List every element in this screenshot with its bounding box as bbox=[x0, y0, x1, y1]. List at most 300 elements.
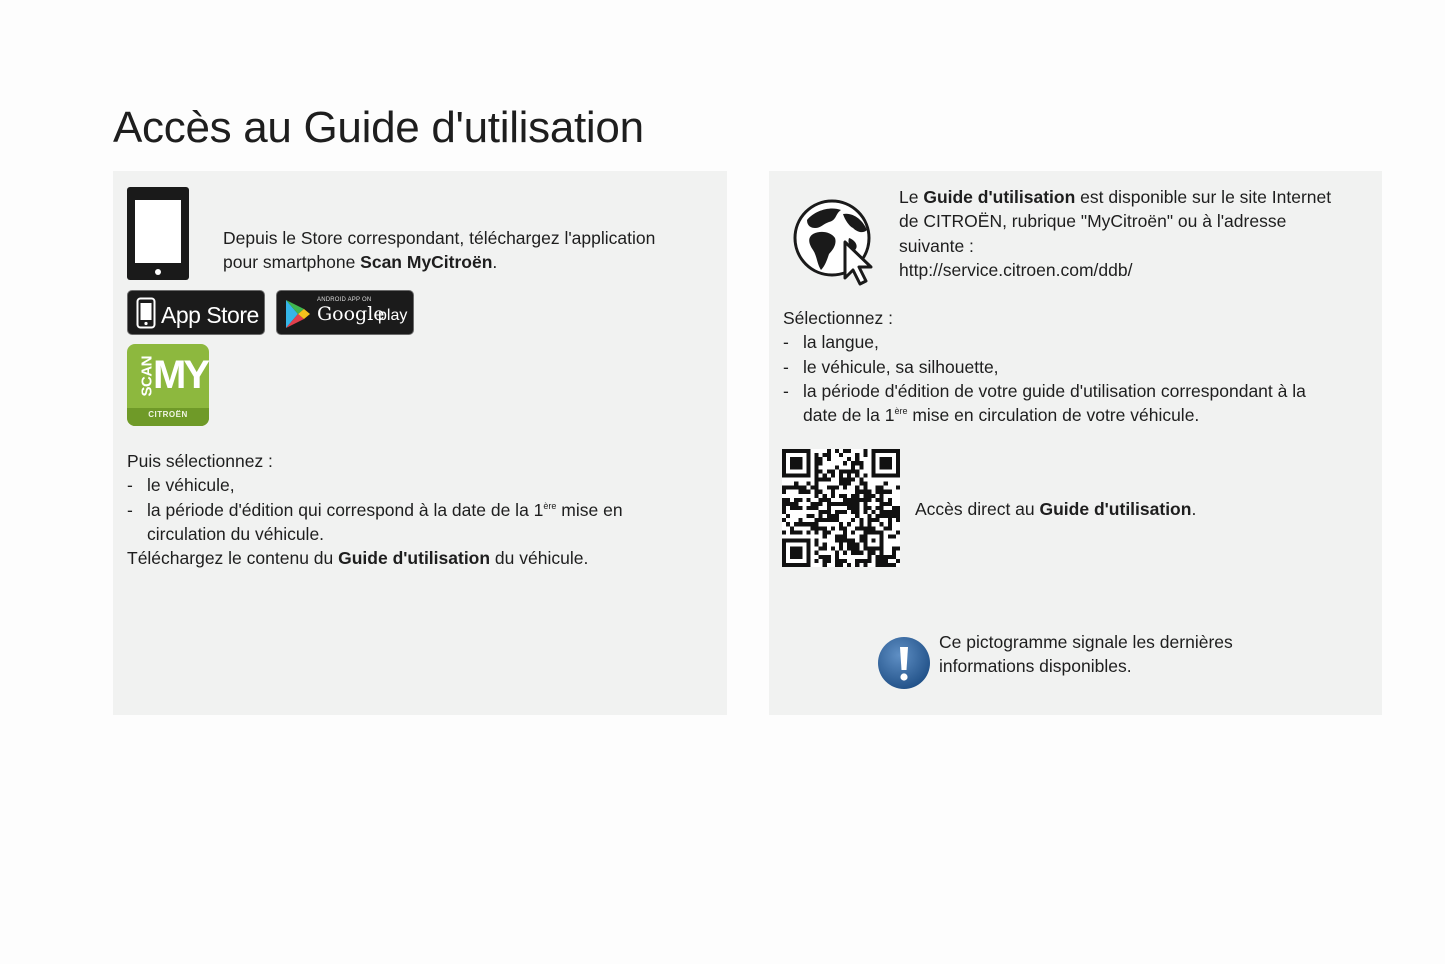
qr-module bbox=[790, 539, 794, 543]
qr-module bbox=[880, 543, 884, 547]
qr-module bbox=[827, 449, 831, 453]
qr-module bbox=[892, 449, 896, 453]
qr-module bbox=[884, 563, 888, 567]
qr-module bbox=[847, 457, 851, 461]
info-line2: informations disponibles. bbox=[939, 656, 1132, 677]
qr-module bbox=[843, 551, 847, 555]
qr-module bbox=[798, 490, 802, 494]
qr-module bbox=[819, 490, 823, 494]
globe-cursor-icon bbox=[793, 198, 885, 290]
qr-module bbox=[798, 461, 802, 465]
qr-module bbox=[880, 457, 884, 461]
website-line3: suivante : bbox=[899, 235, 974, 256]
qr-module bbox=[794, 502, 798, 506]
qr-module bbox=[892, 510, 896, 514]
qr-module bbox=[790, 457, 794, 461]
qr-module bbox=[888, 522, 892, 526]
qr-module bbox=[859, 518, 863, 522]
download-instruction bbox=[127, 546, 717, 570]
qr-module bbox=[876, 449, 880, 453]
qr-module bbox=[876, 498, 880, 502]
qr-module bbox=[827, 457, 831, 461]
qr-module bbox=[863, 473, 867, 477]
qr-module bbox=[798, 539, 802, 543]
qr-module bbox=[880, 551, 884, 555]
qr-module bbox=[880, 555, 884, 559]
qr-module bbox=[806, 482, 810, 486]
qr-module bbox=[896, 453, 900, 457]
qr-module bbox=[888, 473, 892, 477]
qr-module bbox=[815, 477, 819, 481]
qr-module bbox=[880, 486, 884, 490]
qr-caption-bold: Guide d'utilisation bbox=[1039, 499, 1192, 519]
qr-module bbox=[835, 514, 839, 518]
qr-module bbox=[827, 555, 831, 559]
list-item bbox=[783, 355, 1373, 379]
google-play-small-label: ANDROID APP ON bbox=[317, 297, 372, 303]
qr-module bbox=[806, 498, 810, 502]
qr-module bbox=[880, 559, 884, 563]
qr-module bbox=[810, 502, 814, 506]
qr-module bbox=[872, 473, 876, 477]
qr-module bbox=[798, 551, 802, 555]
qr-module bbox=[782, 449, 786, 453]
qr-module bbox=[782, 465, 786, 469]
qr-module bbox=[835, 510, 839, 514]
qr-module bbox=[790, 486, 794, 490]
qr-module bbox=[815, 494, 819, 498]
website-guide-bold: Guide d'utilisation bbox=[923, 187, 1076, 207]
app-download-line1: Depuis le Store correspondant, téléchargez l'application bbox=[223, 228, 656, 248]
qr-module bbox=[888, 498, 892, 502]
right-item3-sup: ère bbox=[894, 406, 908, 417]
qr-module bbox=[855, 551, 859, 555]
qr-module bbox=[855, 494, 859, 498]
qr-module bbox=[859, 465, 863, 469]
qr-module bbox=[819, 457, 823, 461]
qr-module bbox=[806, 465, 810, 469]
qr-module bbox=[806, 506, 810, 510]
qr-module bbox=[872, 551, 876, 555]
qr-module bbox=[847, 449, 851, 453]
qr-module bbox=[839, 482, 843, 486]
qr-module bbox=[782, 506, 786, 510]
qr-module bbox=[794, 461, 798, 465]
qr-module bbox=[782, 469, 786, 473]
qr-module bbox=[884, 526, 888, 530]
qr-module bbox=[880, 465, 884, 469]
qr-module bbox=[896, 559, 900, 563]
qr-module bbox=[806, 473, 810, 477]
left-select-block bbox=[127, 449, 717, 570]
qr-module bbox=[867, 530, 871, 534]
qr-module bbox=[863, 563, 867, 567]
qr-module bbox=[884, 559, 888, 563]
qr-module bbox=[859, 522, 863, 526]
qr-module bbox=[819, 502, 823, 506]
qr-module bbox=[872, 547, 876, 551]
qr-module bbox=[888, 461, 892, 465]
qr-module bbox=[819, 555, 823, 559]
qr-module bbox=[896, 506, 900, 510]
qr-module bbox=[782, 555, 786, 559]
qr-module bbox=[827, 498, 831, 502]
qr-module bbox=[859, 477, 863, 481]
qr-module bbox=[855, 514, 859, 518]
qr-module bbox=[790, 547, 794, 551]
qr-module bbox=[863, 547, 867, 551]
google-play-google-label: Google bbox=[317, 303, 385, 325]
qr-module bbox=[847, 506, 851, 510]
right-select-block bbox=[783, 306, 1373, 427]
qr-module bbox=[798, 563, 802, 567]
qr-module bbox=[798, 506, 802, 510]
info-line1: Ce pictogramme signale les dernières bbox=[939, 632, 1233, 652]
qr-module bbox=[827, 559, 831, 563]
qr-module bbox=[790, 506, 794, 510]
qr-module bbox=[843, 530, 847, 534]
qr-module bbox=[782, 473, 786, 477]
qr-module bbox=[819, 514, 823, 518]
qr-module bbox=[851, 530, 855, 534]
qr-module bbox=[843, 461, 847, 465]
left-item2-suffix: mise en bbox=[556, 499, 623, 520]
qr-module bbox=[867, 506, 871, 510]
qr-module bbox=[880, 461, 884, 465]
qr-module bbox=[863, 502, 867, 506]
qr-module bbox=[855, 563, 859, 567]
qr-module bbox=[806, 543, 810, 547]
qr-module bbox=[872, 530, 876, 534]
qr-module bbox=[876, 559, 880, 563]
qr-module bbox=[884, 461, 888, 465]
download-prefix: Téléchargez le contenu du bbox=[127, 548, 339, 569]
qr-module bbox=[802, 449, 806, 453]
qr-module bbox=[876, 547, 880, 551]
qr-module bbox=[839, 522, 843, 526]
qr-module bbox=[872, 453, 876, 457]
qr-module bbox=[867, 555, 871, 559]
qr-module bbox=[843, 494, 847, 498]
qr-module bbox=[855, 547, 859, 551]
qr-module bbox=[798, 518, 802, 522]
qr-module bbox=[880, 514, 884, 518]
qr-module bbox=[827, 518, 831, 522]
qr-module bbox=[835, 539, 839, 543]
qr-module bbox=[786, 514, 790, 518]
app-download-intro bbox=[223, 226, 655, 275]
qr-module bbox=[847, 473, 851, 477]
qr-module bbox=[786, 539, 790, 543]
qr-module bbox=[806, 551, 810, 555]
app-download-line2 bbox=[223, 250, 655, 274]
qr-module bbox=[815, 461, 819, 465]
qr-module bbox=[782, 518, 786, 522]
qr-module bbox=[876, 563, 880, 567]
qr-module bbox=[851, 547, 855, 551]
qr-module bbox=[823, 555, 827, 559]
qr-module bbox=[827, 469, 831, 473]
qr-module bbox=[863, 534, 867, 538]
google-play-badge[interactable] bbox=[276, 290, 414, 335]
qr-module bbox=[872, 494, 876, 498]
smartphone-app-panel bbox=[113, 171, 727, 715]
qr-module bbox=[839, 543, 843, 547]
qr-module bbox=[884, 502, 888, 506]
qr-module bbox=[863, 526, 867, 530]
qr-module bbox=[896, 461, 900, 465]
qr-module bbox=[884, 555, 888, 559]
qr-module bbox=[782, 510, 786, 514]
qr-module bbox=[790, 465, 794, 469]
qr-module bbox=[867, 518, 871, 522]
website-panel bbox=[769, 171, 1382, 715]
qr-module bbox=[851, 498, 855, 502]
qr-module bbox=[835, 449, 839, 453]
qr-module bbox=[790, 551, 794, 555]
qr-module bbox=[867, 494, 871, 498]
qr-module bbox=[888, 563, 892, 567]
qr-module bbox=[835, 563, 839, 567]
qr-module bbox=[884, 514, 888, 518]
qr-module bbox=[815, 518, 819, 522]
qr-module bbox=[839, 526, 843, 530]
list-item bbox=[127, 473, 717, 497]
qr-caption-suffix: . bbox=[1191, 499, 1197, 519]
qr-module bbox=[839, 563, 843, 567]
app-store-badge[interactable] bbox=[127, 290, 265, 335]
qr-module bbox=[896, 530, 900, 534]
qr-module bbox=[872, 518, 876, 522]
left-select-heading: Puis sélectionnez : bbox=[127, 451, 273, 471]
qr-module bbox=[831, 514, 835, 518]
qr-module bbox=[839, 453, 843, 457]
qr-module bbox=[892, 551, 896, 555]
qr-module bbox=[859, 559, 863, 563]
qr-module bbox=[855, 486, 859, 490]
qr-module bbox=[859, 551, 863, 555]
qr-module bbox=[802, 490, 806, 494]
qr-module bbox=[798, 486, 802, 490]
qr-module bbox=[819, 469, 823, 473]
list-item bbox=[127, 498, 717, 547]
qr-module bbox=[819, 526, 823, 530]
qr-module bbox=[819, 477, 823, 481]
scan-label: SCAN bbox=[138, 355, 156, 397]
qr-module bbox=[888, 514, 892, 518]
qr-module bbox=[859, 461, 863, 465]
page-title: Accès au Guide d'utilisation bbox=[113, 103, 644, 152]
qr-module bbox=[794, 551, 798, 555]
info-exclamation-icon bbox=[877, 636, 931, 690]
qr-module bbox=[884, 482, 888, 486]
qr-module bbox=[815, 530, 819, 534]
qr-module bbox=[794, 449, 798, 453]
website-line1 bbox=[899, 185, 1369, 209]
qr-module bbox=[851, 510, 855, 514]
qr-module bbox=[867, 498, 871, 502]
qr-module bbox=[794, 522, 798, 526]
qr-module bbox=[835, 465, 839, 469]
qr-module bbox=[859, 490, 863, 494]
qr-module bbox=[827, 510, 831, 514]
qr-module bbox=[867, 522, 871, 526]
qr-module bbox=[888, 555, 892, 559]
qr-module bbox=[802, 563, 806, 567]
qr-module bbox=[831, 473, 835, 477]
qr-module bbox=[888, 449, 892, 453]
smartphone-icon bbox=[126, 186, 190, 281]
qr-module bbox=[839, 469, 843, 473]
qr-module bbox=[859, 539, 863, 543]
qr-module bbox=[835, 551, 839, 555]
qr-module bbox=[847, 563, 851, 567]
qr-module bbox=[823, 477, 827, 481]
qr-module bbox=[806, 563, 810, 567]
qr-module bbox=[794, 498, 798, 502]
citroen-brand-label: CITROËN bbox=[148, 410, 188, 419]
website-url[interactable]: http://service.citroen.com/ddb/ bbox=[899, 259, 1133, 280]
qr-module bbox=[790, 555, 794, 559]
qr-caption bbox=[915, 497, 1196, 521]
qr-module bbox=[843, 534, 847, 538]
qr-module bbox=[880, 510, 884, 514]
app-download-prefix: pour smartphone bbox=[223, 252, 361, 273]
qr-module bbox=[843, 498, 847, 502]
qr-module bbox=[839, 510, 843, 514]
qr-module bbox=[863, 543, 867, 547]
qr-module bbox=[876, 530, 880, 534]
qr-module bbox=[851, 551, 855, 555]
qr-module bbox=[851, 465, 855, 469]
qr-module bbox=[876, 555, 880, 559]
qr-module bbox=[884, 465, 888, 469]
qr-module bbox=[823, 559, 827, 563]
qr-module bbox=[855, 453, 859, 457]
qr-module bbox=[880, 490, 884, 494]
qr-caption-prefix: Accès direct au bbox=[915, 499, 1040, 519]
website-info bbox=[899, 185, 1369, 282]
qr-module bbox=[815, 543, 819, 547]
qr-module bbox=[782, 457, 786, 461]
qr-module bbox=[847, 477, 851, 481]
qr-module bbox=[872, 465, 876, 469]
qr-module bbox=[859, 498, 863, 502]
qr-module bbox=[843, 510, 847, 514]
qr-module bbox=[863, 494, 867, 498]
qr-module bbox=[798, 555, 802, 559]
qr-module bbox=[863, 530, 867, 534]
qr-module bbox=[839, 502, 843, 506]
qr-module bbox=[806, 453, 810, 457]
list-item bbox=[783, 330, 1373, 354]
qr-module bbox=[880, 498, 884, 502]
qr-module bbox=[798, 449, 802, 453]
qr-module bbox=[806, 559, 810, 563]
qr-module bbox=[794, 547, 798, 551]
qr-module bbox=[880, 547, 884, 551]
qr-module bbox=[855, 461, 859, 465]
qr-module bbox=[819, 510, 823, 514]
qr-module bbox=[782, 551, 786, 555]
right-select-list bbox=[783, 330, 1373, 427]
qr-module bbox=[782, 547, 786, 551]
qr-module bbox=[823, 453, 827, 457]
qr-module bbox=[880, 506, 884, 510]
qr-module bbox=[855, 498, 859, 502]
qr-module bbox=[851, 539, 855, 543]
qr-module bbox=[823, 547, 827, 551]
qr-module bbox=[790, 461, 794, 465]
qr-module bbox=[794, 473, 798, 477]
qr-module bbox=[843, 539, 847, 543]
app-download-suffix: . bbox=[492, 252, 498, 273]
qr-module bbox=[867, 551, 871, 555]
qr-module bbox=[851, 477, 855, 481]
qr-module bbox=[847, 539, 851, 543]
qr-module bbox=[806, 469, 810, 473]
qr-module bbox=[798, 473, 802, 477]
qr-module bbox=[851, 461, 855, 465]
qr-module bbox=[847, 502, 851, 506]
qr-module bbox=[880, 539, 884, 543]
qr-module bbox=[847, 498, 851, 502]
qr-module bbox=[863, 490, 867, 494]
qr-module bbox=[815, 539, 819, 543]
qr-module bbox=[863, 453, 867, 457]
qr-module bbox=[872, 510, 876, 514]
qr-module bbox=[786, 522, 790, 526]
qr-module bbox=[786, 502, 790, 506]
qr-module bbox=[827, 486, 831, 490]
app-store-label: App Store bbox=[161, 302, 259, 328]
left-select-list bbox=[127, 473, 717, 546]
qr-module bbox=[794, 457, 798, 461]
qr-module bbox=[786, 449, 790, 453]
qr-module bbox=[843, 486, 847, 490]
qr-module bbox=[876, 518, 880, 522]
qr-module bbox=[855, 473, 859, 477]
qr-module bbox=[896, 486, 900, 490]
list-item bbox=[783, 379, 1373, 428]
qr-module bbox=[855, 559, 859, 563]
qr-module bbox=[798, 530, 802, 534]
qr-module bbox=[863, 539, 867, 543]
qr-module bbox=[810, 486, 814, 490]
qr-module bbox=[802, 539, 806, 543]
qr-module bbox=[855, 506, 859, 510]
qr-module bbox=[880, 534, 884, 538]
qr-module bbox=[831, 494, 835, 498]
qr-module bbox=[835, 559, 839, 563]
qr-module bbox=[815, 469, 819, 473]
qr-module bbox=[798, 522, 802, 526]
google-play-play-label: play bbox=[378, 307, 408, 324]
qr-module bbox=[863, 559, 867, 563]
qr-module bbox=[855, 510, 859, 514]
qr-module bbox=[790, 530, 794, 534]
qr-module bbox=[831, 547, 835, 551]
qr-module bbox=[863, 486, 867, 490]
qr-module bbox=[847, 522, 851, 526]
qr-module bbox=[863, 482, 867, 486]
qr-module bbox=[786, 473, 790, 477]
qr-module bbox=[823, 473, 827, 477]
qr-module bbox=[884, 449, 888, 453]
qr-module bbox=[815, 490, 819, 494]
qr-module bbox=[823, 494, 827, 498]
qr-module bbox=[892, 547, 896, 551]
